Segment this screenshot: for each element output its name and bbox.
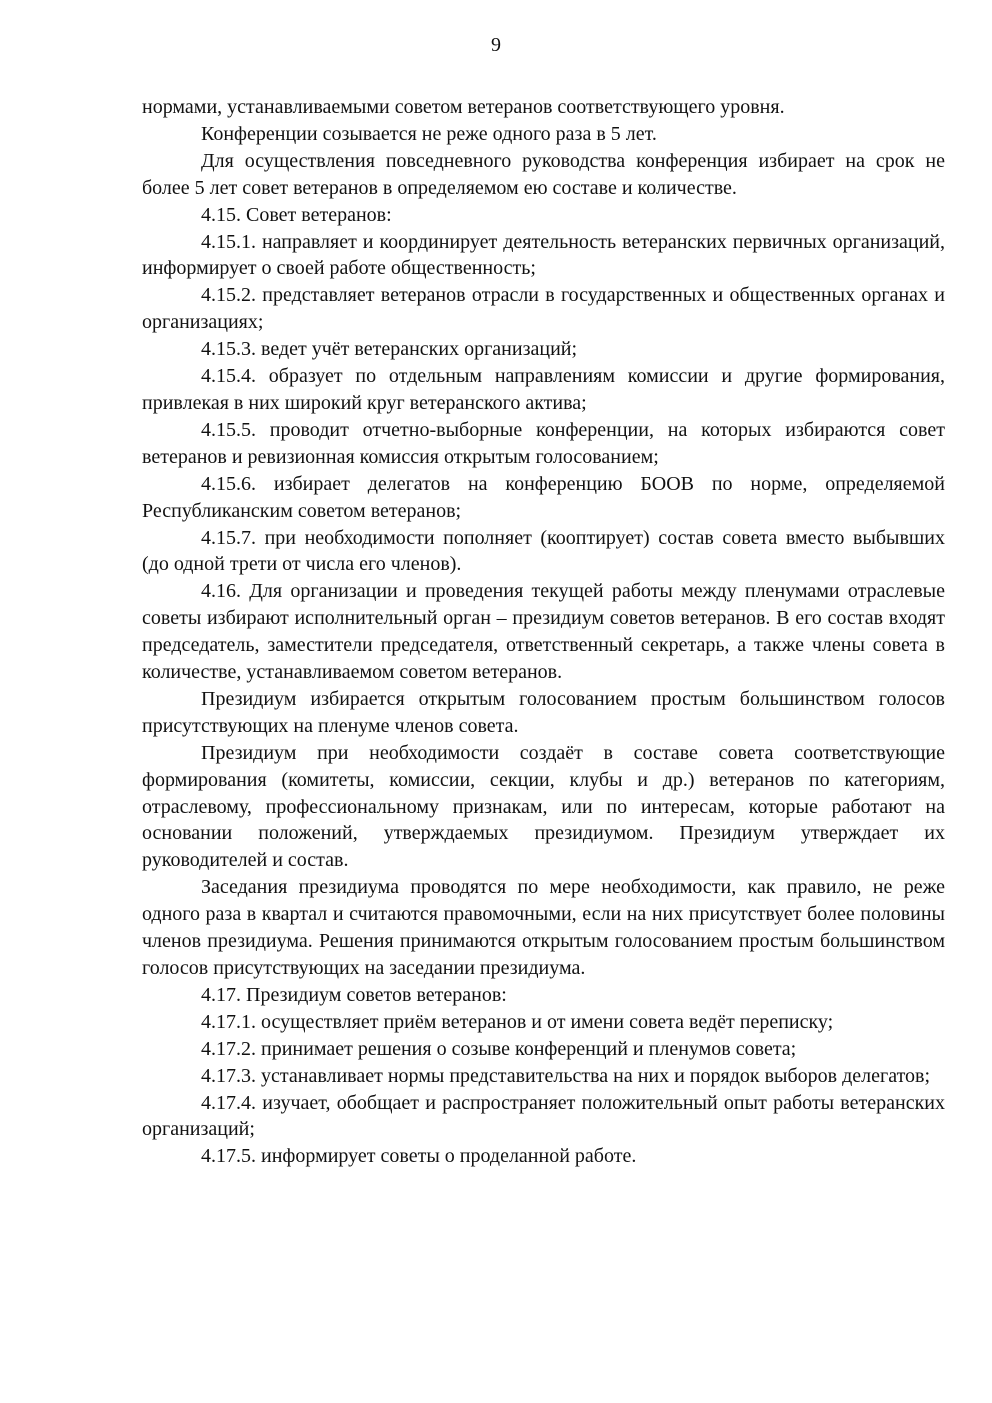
paragraph-conference-frequency: Конференции созывается не реже одного раза в 5 лет.	[201, 122, 657, 145]
clause-4-17: 4.17. Президиум советов ветеранов:	[201, 983, 507, 1006]
clause-4-15-7: 4.15.7. при необходимости пополняет (кооптирует) состав совета вместо выбывших (до одной трети от числа его членов).	[142, 526, 945, 576]
paragraph-daily-leadership: Для осуществления повседневного руководства конференция избирает на срок не более 5 лет совет ветеранов в определяемом ею составе и количестве.	[142, 149, 945, 199]
document-body	[142, 94, 945, 1170]
clause-4-15-6: 4.15.6. избирает делегатов на конференцию БООВ по норме, определяемой Республиканским советом ветеранов;	[142, 472, 945, 522]
paragraph-continuation: нормами, устанавливаемыми советом ветеранов соответствующего уровня.	[142, 96, 785, 118]
paragraph-presidium-election: Президиум избирается открытым голосованием простым большинством голосов присутствующих на пленуме членов совета.	[142, 687, 945, 737]
clause-4-17-3: 4.17.3. устанавливает нормы представительства на них и порядок выборов делегатов;	[201, 1064, 931, 1087]
clause-4-17-4: 4.17.4. изучает, обобщает и распространяет положительный опыт работы ветеранских организаций;	[142, 1091, 945, 1141]
clause-4-15: 4.15. Совет ветеранов:	[201, 203, 392, 226]
clause-4-17-5: 4.17.5. информирует советы о проделанной работе.	[201, 1145, 637, 1168]
paragraph-presidium-meetings: Заседания президиума проводятся по мере необходимости, как правило, не реже одного раза в квартал и считаются правомочными, если на них присутствует более половины членов президиума. Решения принимаются открытым голосованием простым большинством голосов присутствующих на заседании президиума.	[142, 876, 945, 979]
clause-4-15-2: 4.15.2. представляет ветеранов отрасли в государственных и общественных органах и организациях;	[142, 284, 945, 334]
clause-4-15-5: 4.15.5. проводит отчетно-выборные конференции, на которых избираются совет ветеранов и ревизионная комиссия открытым голосованием;	[142, 418, 945, 468]
clause-4-15-4: 4.15.4. образует по отдельным направлениям комиссии и другие формирования, привлекая в них широкий круг ветеранского актива;	[142, 365, 945, 414]
clause-4-17-1: 4.17.1. осуществляет приём ветеранов и от имени совета ведёт переписку;	[201, 1010, 834, 1033]
clause-4-15-3: 4.15.3. ведет учёт ветеранских организаций;	[201, 338, 578, 361]
page-number: 9	[491, 34, 501, 56]
paragraph-presidium-formations: Президиум при необходимости создаёт в составе совета соответствующие формирования (комитеты, комиссии, секции, клубы и др.) ветеранов по категориям, отраслевому, профессиональному признакам, или по интересам, которые работают на основании положений, утверждаемых президиумом. Президиум утверждает их руководителей и состав.	[142, 741, 945, 872]
clause-4-17-2: 4.17.2. принимает решения о созыве конференций и пленумов совета;	[201, 1037, 797, 1060]
clause-4-15-1: 4.15.1. направляет и координирует деятельность ветеранских первичных организаций, информирует о своей работе общественность;	[142, 230, 945, 280]
clause-4-16: 4.16. Для организации и проведения текущей работы между пленумами отраслевые советы избирают исполнительный орган – президиум советов ветеранов. В его состав входят председатель, заместители председателя, ответственный секретарь, а также члены совета в количестве, устанавливаемом советом ветеранов.	[142, 580, 945, 684]
